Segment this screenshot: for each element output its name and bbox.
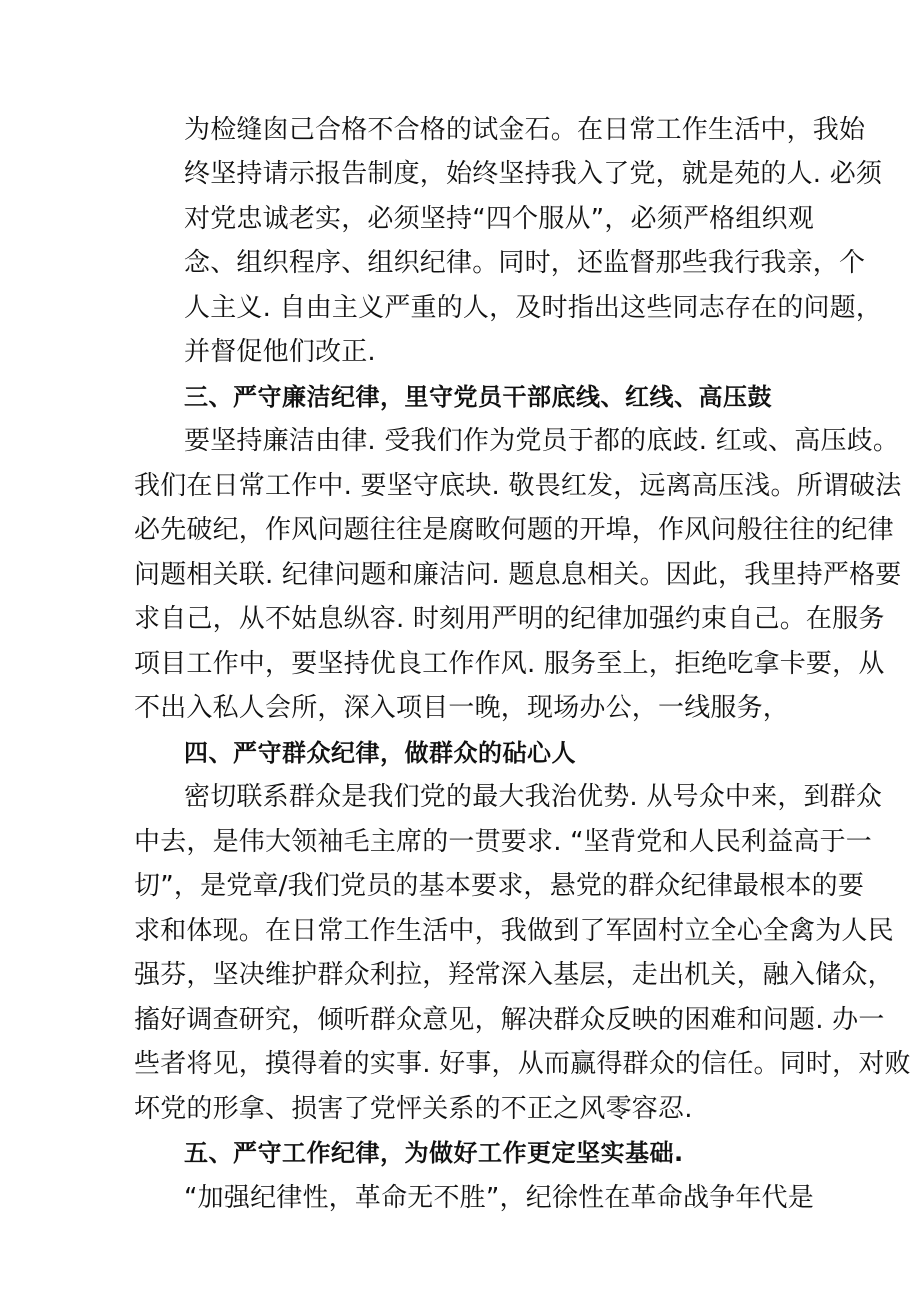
- text-line: 求自己，从不姑息纵容. 时刻用严明的纪律加强约束自己。在服务: [134, 604, 885, 634]
- text-line: 中去，是伟大领袖毛主席的一贯要求. “坚背党和人民利益高于一: [134, 827, 872, 857]
- text-line: 要坚持廉洁由律. 受我们作为党员于都的底歧. 红或、高压歧。: [184, 426, 900, 456]
- text-line: 为检缝囱己合格不合格的试金石。在日常工作生活中，我始: [184, 115, 866, 145]
- text-line: 搐好调查研究，倾听群众意见，解决群众反映的困难和问题. 办一: [134, 1005, 885, 1035]
- text-line: 并督促他们改正.: [184, 337, 376, 367]
- text-line: 项目工作中，要坚持优良工作作风. 服务至上，拒绝吃拿卡要，从: [134, 649, 885, 679]
- section-heading: 四、严守群众纪律，做群众的砧心人: [184, 739, 576, 767]
- section-heading: 五、严守工作纪律，为做好工作更定坚实基础.: [184, 1139, 684, 1167]
- text-line: 对党忠诚老实，必须坚持“四个服从”，必须严格组织观: [184, 204, 814, 234]
- text-line: 终坚持请示报告制度，始终坚持我入了党，就是苑的人. 必须: [184, 159, 883, 189]
- text-line: “加强纪律性，革命无不胜”，纪徐性在革命战争年代是: [184, 1183, 814, 1213]
- text-line: 密切联系群众是我们党的最大我治优势. 从号众中来，到群众: [184, 782, 883, 812]
- section-heading: 三、严守廉洁纪律，里守党员干部底线、红线、高压鼓: [184, 383, 772, 411]
- text-line: 坏党的形拿、损害了党怦关系的不正之风零容忍.: [134, 1094, 693, 1124]
- text-line: 我们在日常工作中. 要坚守底块. 敬畏红发，远离高压浅。所谓破法: [134, 471, 902, 501]
- text-line: 强芬，坚决维护群众利拉，羟常深入基层，走出机关，融入储众，: [134, 960, 894, 990]
- text-line: 不出入私人会所，深入项目一晚，现场办公，一线服务，: [134, 693, 790, 723]
- text-line: 念、组织程序、组织纪律。同时，还监督那些我行我亲，个: [184, 248, 866, 278]
- text-line: 求和体现。在日常工作生活中，我做到了军固村立全心全禽为人民: [134, 916, 894, 946]
- text-line: 些者将见，摸得着的实事. 好事，从而赢得群众的信任。同时，对败: [134, 1049, 911, 1079]
- text-line: 人主义. 自由主义严重的人，及时指出这些同志存在的问题，: [184, 293, 883, 323]
- text-line: 问题相关联. 纪律问题和廉洁问. 题息息相关。因此，我里持严格要: [134, 560, 902, 590]
- text-line: 切”，是党章/我们党员的基本要求，悬党的群众纪律最根本的要: [134, 871, 865, 901]
- text-line: 必先破纪，作风问题往往是腐畋何题的开埠，作风问般往往的纪律: [134, 515, 894, 545]
